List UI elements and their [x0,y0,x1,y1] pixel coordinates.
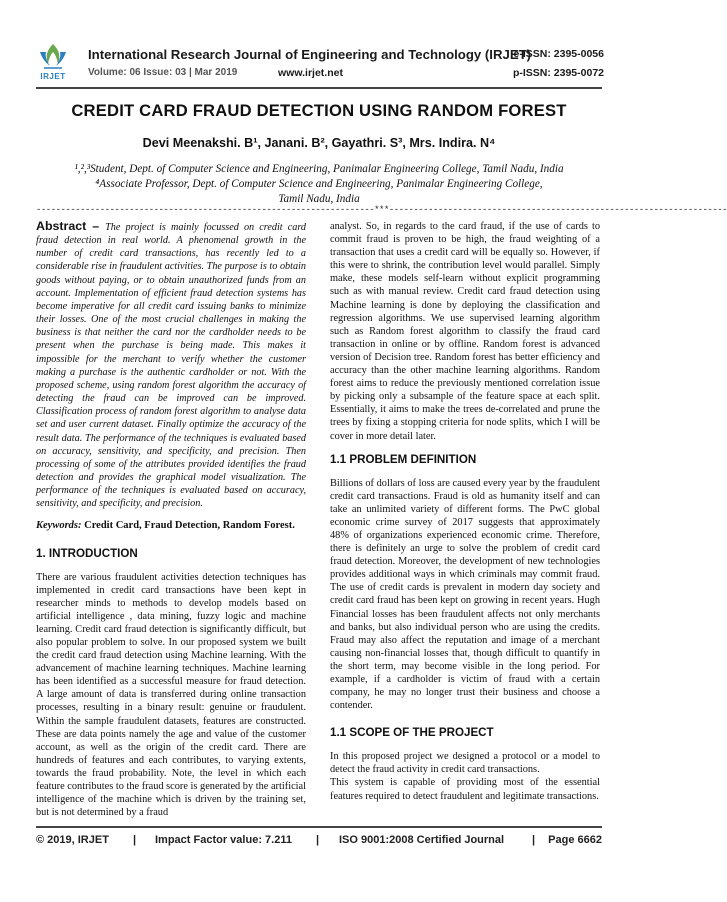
scope-text-2: This system is capable of providing most of the essential features required to detect fraudulent and legitimate transactions. [330,777,600,802]
right-column [330,220,600,803]
problem-definition-text: Billions of dollars of loss are caused every year by the fraudulent credit card transactions. Fraud is old as humanity itself and can take an unlimited variety of different forms. The PwC global economic crime survey of 2017 suggests that approximately 48% of organizations experienced economic crime. Therefore, there is definitely an urge to solve the problem of credit card fraud detection. Moreover, the development of new technologies provides additional ways in which criminals may commit fraud. The use of credit cards is prevalent in modern day society and credit card fraud has been kept on growing in recent years. Hugh Financial losses has been fraudulent affects not only merchants and banks, but also individual person who are using the credits. Fraud may also affect the reputation and image of a merchant causing non-financial losses that, though difficult to quantify in the short term, may become visible in the long period. For example, if a cardholder is victim of fraud with a certain company, he may no longer trust their business and choose a contender. [330,477,600,712]
footer-pipe: | [316,834,320,846]
problem-definition-heading: 1.1 PROBLEM DEFINITION [330,452,477,466]
e-issn: e-ISSN: 2395-0056 [513,48,604,60]
abstract [36,220,306,510]
introduction-heading: 1. INTRODUCTION [36,546,138,560]
footer-page-number: Page 6662 [548,834,602,846]
journal-website-link[interactable]: www.irjet.net [278,67,343,79]
abstract-label: Abstract – [36,219,106,233]
logo-text: IRJET [40,72,66,81]
footer-impact-factor: Impact Factor value: 7.211 [155,834,292,846]
affiliation-professor: ⁴Associate Professor, Dept. of Computer Science and Engineering, Panimalar Engineering College, [95,178,543,190]
journal-title: International Research Journal of Engineering and Technology (IRJET) [88,47,532,62]
keywords [36,519,306,532]
footer-pipe: | [532,834,536,846]
scope-text-1: In this proposed project we designed a protocol or a model to detect the fraud activity in credit card transactions. [330,751,600,776]
footer-copyright: © 2019, IRJET [36,834,109,846]
introduction-text: There are various fraudulent activities detection techniques has implemented in credit card transactions have been kept in researcher minds to methods to develop models based on artificial intelligence , data mining, fuzzy logic and machine learning. Credit card fraud detection is significantly difficult, but also popular problem to solve. In our proposed system we built the credit card fraud detection using Machine learning. With the advancement of machine learning techniques. Machine learning has been identified as a successful measure for fraud detection. A large amount of data is transferred during online transaction processes, resulting in a binary result: genuine or fraudulent. Within the sample fraudulent datasets, features are constructed. These are data points namely the age and value of the customer account, as well as the origin of the credit card. There are hundreds of features and each contributes, to varying extents, towards the fraud probability. Note, the level in which each feature contributes to the fraud score is generated by the artificial intelligence of the machine which is driven by the training set, but is not determined by a fraud [36,571,306,819]
introduction-continued-text: analyst. So, in regards to the card fraud, if the use of cards to commit fraud is proven to be high, the fraud weighting of a transaction that uses a credit card will be equally so. However, if this were to shrink, the contribution level would parallel. Simply make, these models self-learn without explicit programming such as with manual review. Credit card fraud detection using Machine learning is done by deploying the classification and regression algorithms. We use supervised learning algorithm such as Random forest algorithm to classify the fraud card transaction in online or by offline. Random forest is advanced version of Decision tree. Random forest has better efficiency and accuracy than the other machine learning algorithms. Random forest aims to reduce the previously mentioned correlation issue by picking only a subsample of the feature space at each split. Essentially, it aims to make the trees de-correlated and prune the trees by fixing a stopping criteria for node splits, which I will be cover in more detail later. [330,221,600,442]
abstract-text: The project is mainly focussed on credit card fraud detection in real world. A phenomenal growth in the number of credit card transactions, has recently led to a considerable rise in fraudulent activities. The purpose is to obtain goods without paying, or to obtain unauthorized funds from an account. Implementation of efficient fraud detection systems has become imperative for all credit card issuing banks to minimize their losses. One of the most crucial challenges in making the business is that neither the card nor the cardholder needs to be present when the purchase is being made. This makes it impossible for the merchant to verify whether the customer making a purchase is the authentic cardholder or not. With the proposed scheme, using random forest algorithm the accuracy of detecting the fraud can be improved can be improved. Classification process of random forest algorithm to analyse data set and user current dataset. Finally optimize the accuracy of the result data. The performance of the techniques is evaluated based on accuracy, sensitivity, and specificity, and precision. Then processing of some of the attributes provided identifies the fraud detection and provides the graphical model visualization. The performance of the techniques is evaluated based on accuracy, sensitivity, and specificity, and precision. [36,222,307,510]
section-separator: ---------------------------------------------------------------------***--------------------------------------------------------------------- [36,205,727,215]
paper-authors: Devi Meenakshi. B¹, Janani. B², Gayathri. S³, Mrs. Indira. N⁴ [142,136,496,150]
page-footer [36,834,602,852]
header-divider [36,87,602,89]
p-issn: p-ISSN: 2395-0072 [512,67,604,79]
paper-title: CREDIT CARD FRAUD DETECTION USING RANDOM FOREST [71,101,567,120]
left-column [36,220,306,819]
affiliation-students: ¹,²,³Student, Dept. of Computer Science and Engineering, Panimalar Engineering College, Tamil Nadu, India [74,163,564,175]
scope-heading: 1.1 SCOPE OF THE PROJECT [330,726,494,740]
footer-pipe: | [133,834,137,846]
volume-issue: Volume: 06 Issue: 03 | Mar 2019 [88,67,238,78]
keywords-label: Keywords: [36,520,82,532]
footer-divider [36,826,602,828]
keywords-text: Credit Card, Fraud Detection, Random Forest. [81,520,295,532]
affiliation-location: Tamil Nadu, India [278,193,360,205]
footer-iso: ISO 9001:2008 Certified Journal [339,834,505,846]
journal-header [36,42,606,84]
